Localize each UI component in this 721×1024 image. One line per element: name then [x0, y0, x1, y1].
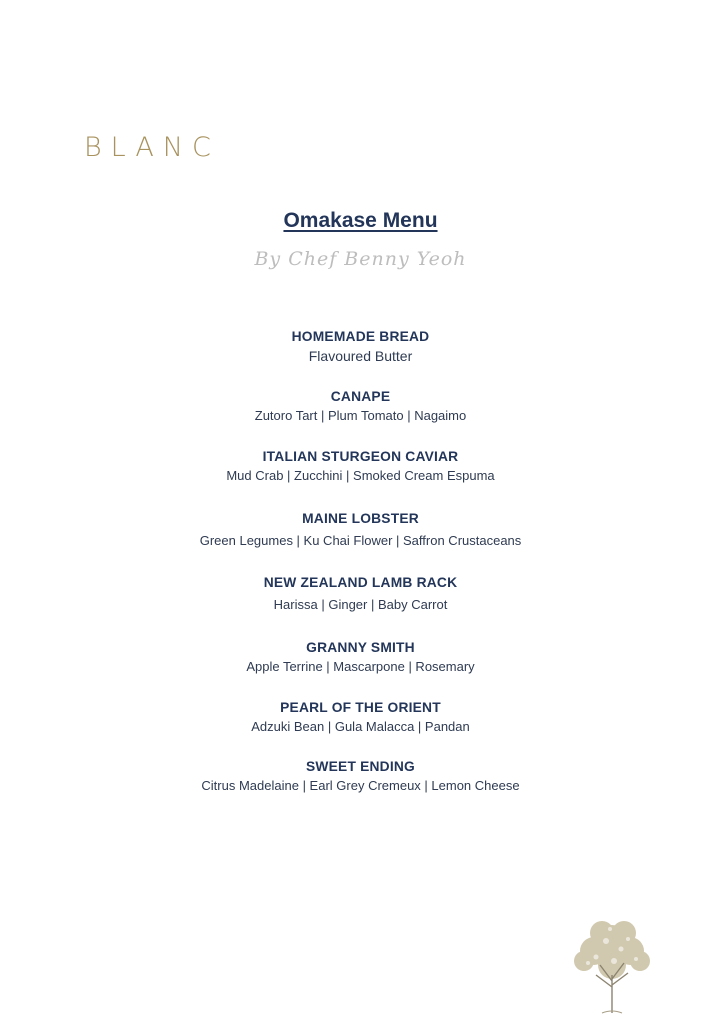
- course-name: NEW ZEALAND LAMB RACK: [263, 575, 458, 590]
- course-item: [0, 327, 721, 365]
- course-item: [0, 447, 721, 485]
- course-description: Flavoured Butter: [308, 348, 413, 364]
- course-description: Harissa | Ginger | Baby Carrot: [273, 597, 448, 612]
- course-name: PEARL OF THE ORIENT: [280, 700, 441, 715]
- page-title: Omakase Menu: [283, 209, 438, 232]
- course-name: SWEET ENDING: [306, 759, 415, 774]
- course-item: [0, 509, 721, 550]
- course-description: Mud Crab | Zucchini | Smoked Cream Espuma: [226, 468, 495, 483]
- course-name: ITALIAN STURGEON CAVIAR: [262, 449, 459, 464]
- course-item: [0, 757, 721, 795]
- brand-logo: BLANC: [84, 132, 220, 163]
- course-name: MAINE LOBSTER: [302, 511, 419, 526]
- chef-signature: By Chef Benny Yeoh: [254, 248, 467, 270]
- course-description: Citrus Madelaine | Earl Grey Cremeux | Lemon Cheese: [201, 778, 520, 793]
- course-description: Green Legumes | Ku Chai Flower | Saffron Crustaceans: [199, 533, 522, 548]
- course-item: [0, 387, 721, 425]
- course-name: CANAPE: [330, 389, 391, 404]
- course-description: Apple Terrine | Mascarpone | Rosemary: [246, 659, 475, 674]
- course-item: [0, 573, 721, 614]
- course-description: Adzuki Bean | Gula Malacca | Pandan: [251, 719, 470, 734]
- course-description: Zutoro Tart | Plum Tomato | Nagaimo: [254, 408, 467, 423]
- course-name: GRANNY SMITH: [306, 640, 415, 655]
- course-item: [0, 698, 721, 736]
- course-item: [0, 638, 721, 676]
- course-name: HOMEMADE BREAD: [291, 329, 430, 344]
- tree-icon: [566, 915, 658, 1015]
